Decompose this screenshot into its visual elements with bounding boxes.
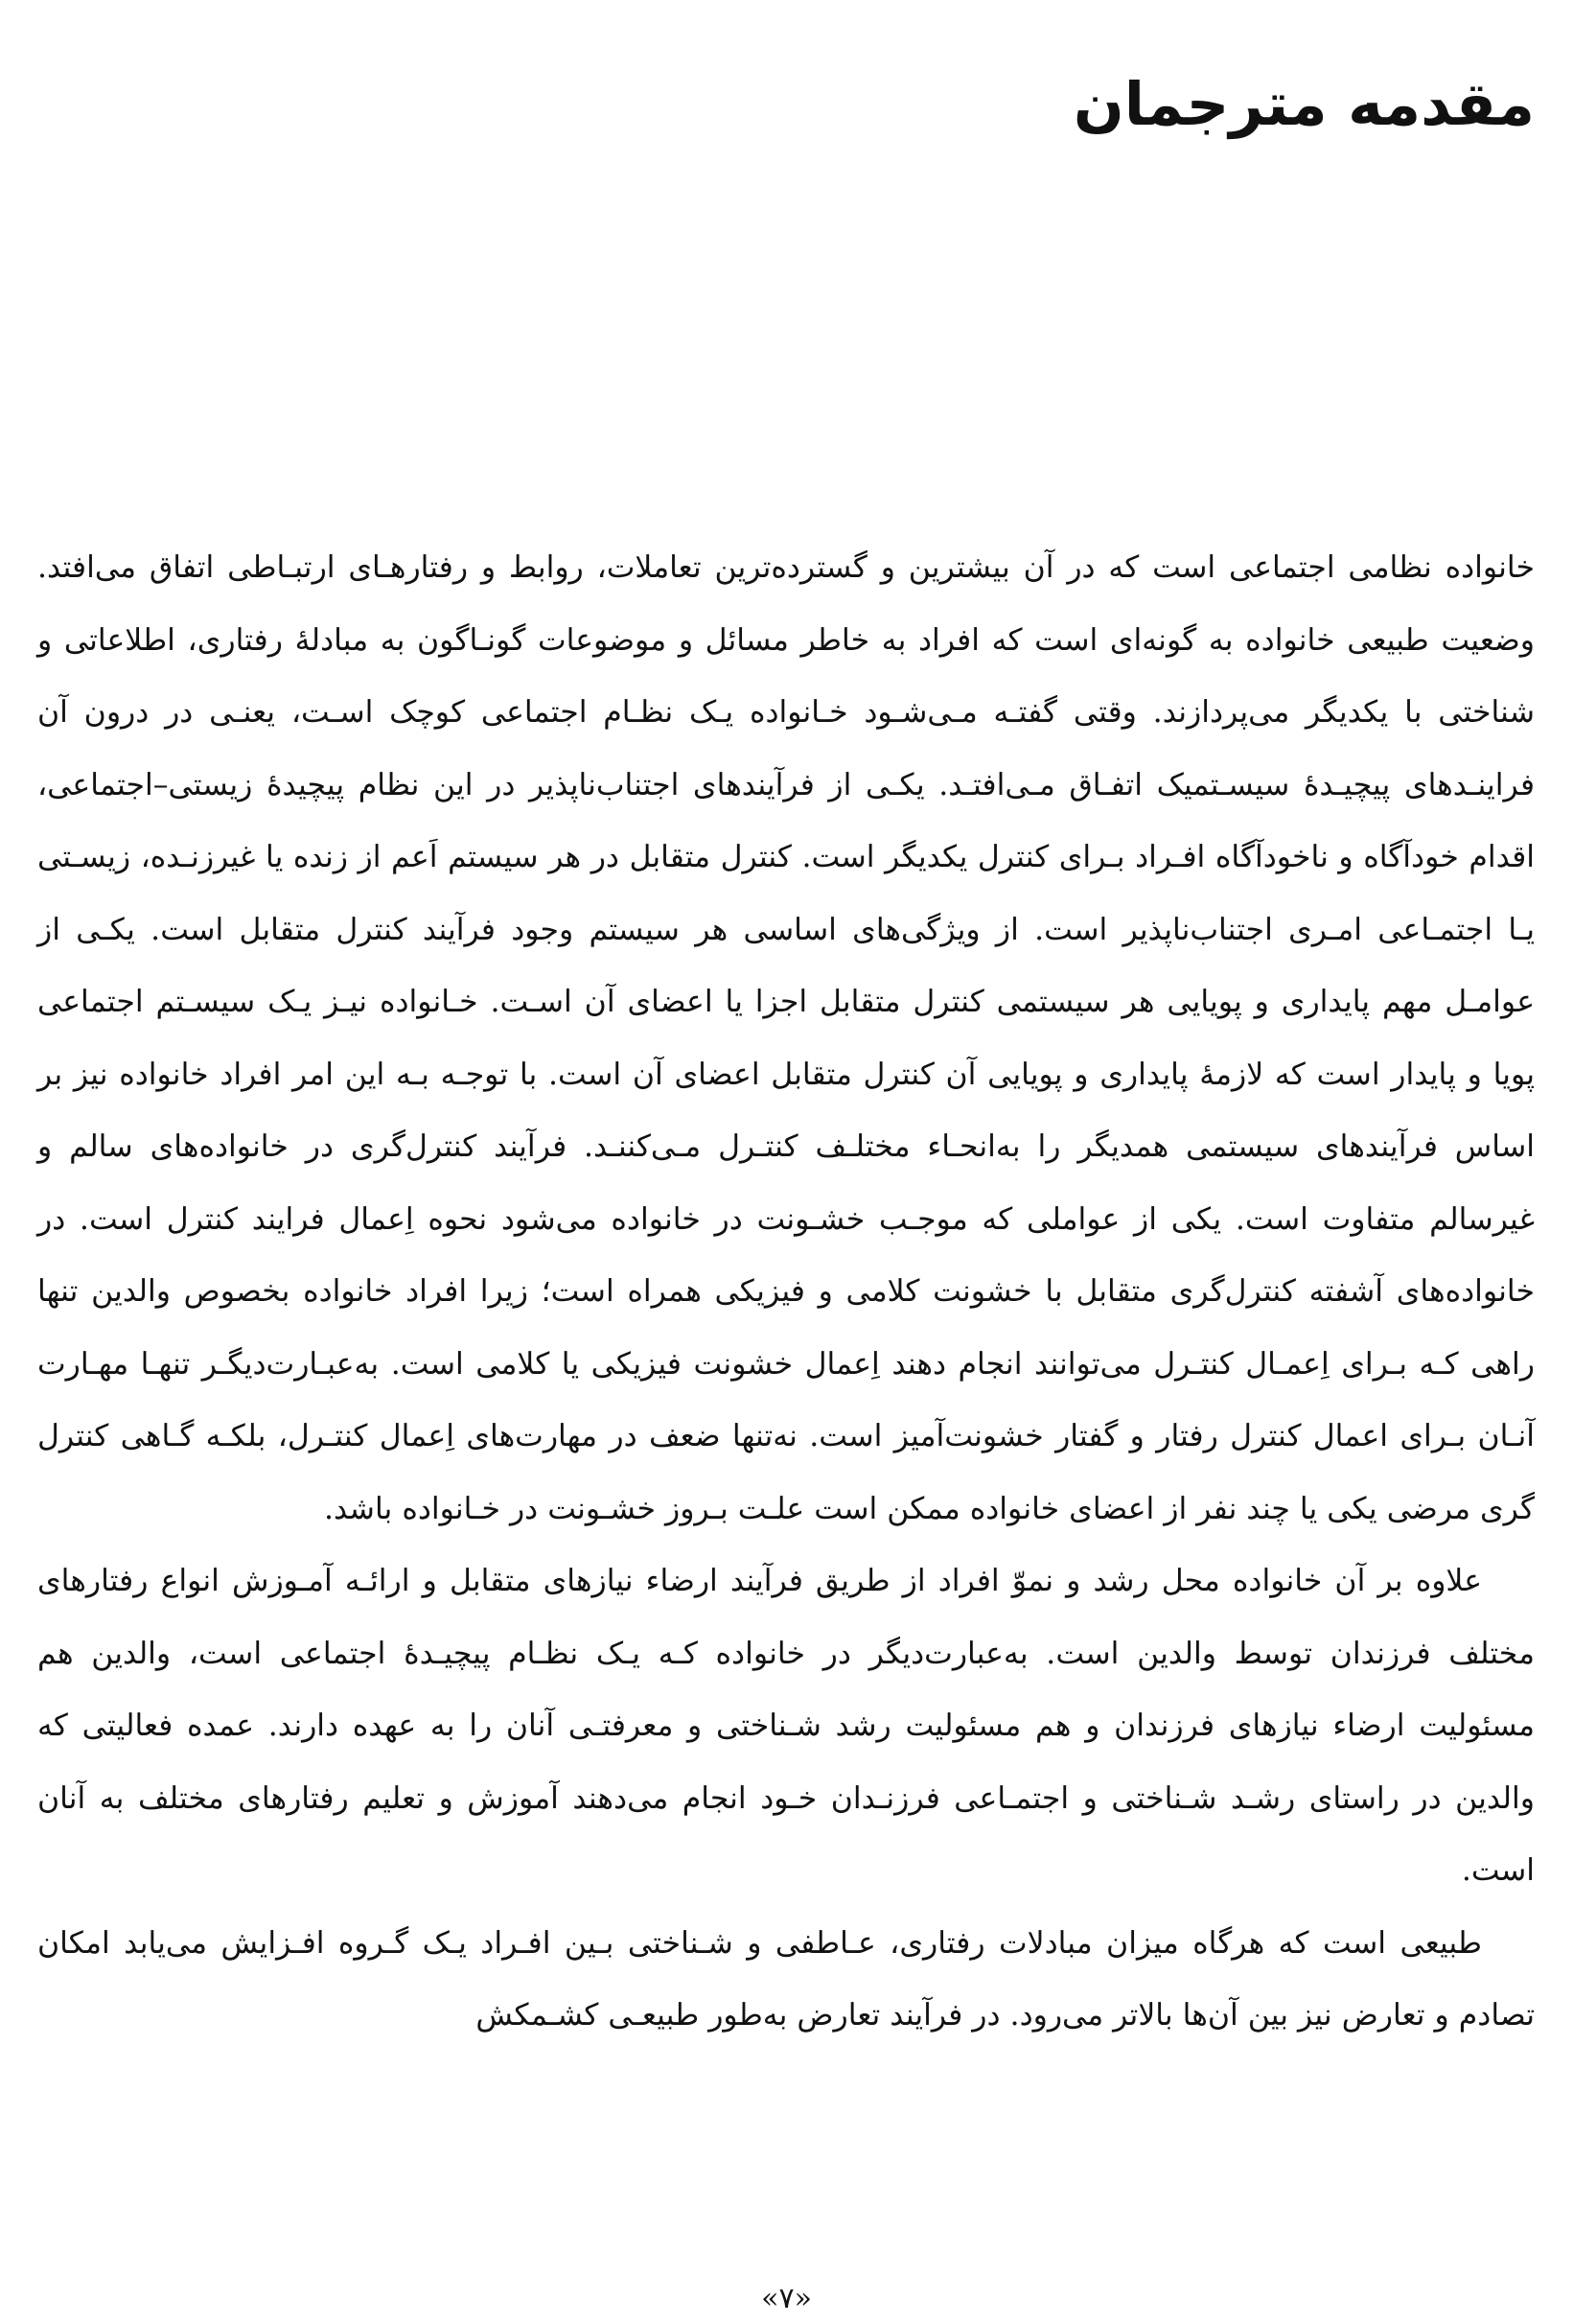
body-text (37, 532, 1535, 2053)
paragraph-1: خانواده نظامی اجتماعی است که در آن بیشترین و گسترده‌ترین تعاملات، روابط و رفتارهـای ارتبـاطی اتفاق می‌افتد. وضعیت طبیعی خانواده به گونه‌ای است که افراد به خاطر مسائل و موضوعات گونـاگون به مبادلهٔ رفتاری، اطلاعاتی و شناختی با یکدیگر می‌پردازند. وقتی گفتـه مـی‌شـود خـانواده یـک نظـام اجتماعی کوچک اسـت، یعنـی در درون آن فراینـدهای پیچیـدهٔ سیسـتمیک اتفـاق مـی‌افتـد. یکـی از فرآیندهای اجتناب‌ناپذیر در این نظام پیچیدهٔ زیستی–اجتماعی، اقدام خودآگاه و ناخودآگاه افـراد بـرای کنترل یکدیگر است. کنترل متقابل در هر سیستم اَعم از زنده یا غیرزنـده، زیسـتی یـا اجتمـاعی امـری اجتناب‌ناپذیر است. از ویژگی‌های اساسی هر سیستم وجود فرآیند کنترل متقابل است. یکـی از عوامـل مهم پایداری و پویایی هر سیستمی کنترل متقابل اجزا یا اعضای آن اسـت. خـانواده نیـز یـک سیسـتم اجتماعی پویا و پایدار است که لازمهٔ پایداری و پویایی آن کنترل متقابل اعضای آن است. با توجـه بـه این امر افراد خانواده نیز بر اساس فرآیندهای سیستمی همدیگر را به‌انحـاء مختلـف کنتـرل مـی‌کننـد. فرآیند کنترل‌گری در خانواده‌های سالم و غیرسالم متفاوت است. یکی از عواملی که موجـب خشـونت در خانواده می‌شود نحوه اِعمال فرایند کنترل است. در خانواده‌های آشفته کنترل‌گری متقابل با خشونت کلامی و فیزیکی همراه است؛ زیرا افراد خانواده بخصوص والدین تنها راهی کـه بـرای اِعمـال کنتـرل می‌توانند انجام دهند اِعمال خشونت فیزیکی یا کلامی است. به‌عبـارت‌دیگـر تنهـا مهـارت آنـان بـرای اعمال کنترل رفتار و گفتار خشونت‌آمیز است. نه‌تنها ضعف در مهارت‌های اِعمال کنتـرل، بلکـه گـاهی کنترل گری مرضی یکی یا چند نفر از اعضای خانواده ممکن است علـت بـروز خشـونت در خـانواده باشد. (37, 550, 1536, 1526)
paragraph-2: علاوه بر آن خانواده محل رشد و نموّ افراد از طریق فرآیند ارضاء نیازهای متقابل و ارائـه آمـوزش انواع رفتارهای مختلف فرزندان توسط والدین است. به‌عبارت‌دیگر در خانواده کـه یـک نظـام پیچیـدهٔ اجتماعی است، والدین هم مسئولیت ارضاء نیازهای فرزندان و هم مسئولیت رشد شـناختی و معرفتـی آنان را به عهده دارند. عمده فعالیتی که والدین در راستای رشـد شـناختی و اجتمـاعی فرزنـدان خـود انجام می‌دهند آموزش و تعلیم رفتارهای مختلف به آنان است. (37, 1564, 1535, 1888)
page-title: مقدمه مترجمان (1073, 69, 1535, 139)
paragraph-3: طبیعی است که هرگاه میزان مبادلات رفتاری، عـاطفی و شـناختی بـین افـراد یـک گـروه افـزایش می‌یابد امکان تصادم و تعارض نیز بین آن‌ها بالاتر می‌رود. در فرآیند تعارض به‌طور طبیعـی کشـمکش (37, 1925, 1535, 2033)
page-number: «۷» (761, 2282, 812, 2315)
